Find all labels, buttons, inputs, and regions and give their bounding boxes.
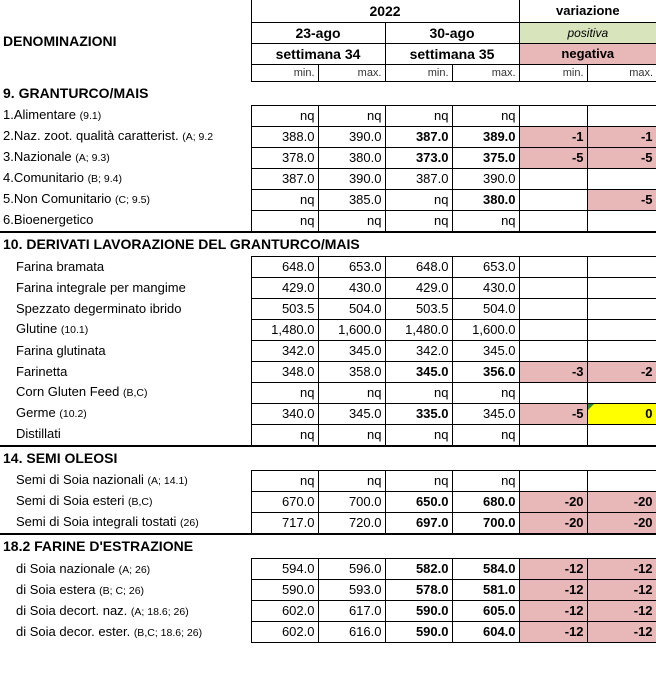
variation-cell bbox=[587, 424, 656, 446]
variation-cell: -12 bbox=[519, 580, 587, 601]
price-cell: 387.0 bbox=[251, 168, 318, 189]
variation-cell bbox=[519, 298, 587, 319]
price-cell: 697.0 bbox=[385, 512, 452, 534]
price-cell: nq bbox=[385, 424, 452, 446]
row-name: Spezzato degerminato ibrido bbox=[16, 300, 182, 316]
price-cell: 503.5 bbox=[251, 298, 318, 319]
variation-cell: -1 bbox=[519, 126, 587, 147]
date2-header: 30-ago bbox=[385, 22, 519, 43]
price-cell: 430.0 bbox=[318, 277, 385, 298]
price-cell: nq bbox=[385, 382, 452, 403]
price-cell: nq bbox=[251, 189, 318, 210]
variation-cell bbox=[519, 340, 587, 361]
variation-cell bbox=[519, 319, 587, 340]
price-cell: nq bbox=[318, 424, 385, 446]
variation-cell: -20 bbox=[519, 491, 587, 512]
price-cell: nq bbox=[385, 470, 452, 491]
row-name: 4.Comunitario bbox=[3, 170, 84, 185]
variation-cell bbox=[519, 210, 587, 232]
price-cell: 590.0 bbox=[251, 580, 318, 601]
price-cell: 602.0 bbox=[251, 622, 318, 643]
price-cell: 720.0 bbox=[318, 512, 385, 534]
row-label bbox=[0, 580, 251, 601]
price-cell: 345.0 bbox=[385, 361, 452, 382]
price-cell: 653.0 bbox=[318, 256, 385, 277]
price-cell: 345.0 bbox=[318, 340, 385, 361]
row-name: Farina integrale per mangime bbox=[16, 279, 186, 295]
price-cell: 373.0 bbox=[385, 147, 452, 168]
price-cell: nq bbox=[385, 105, 452, 126]
variation-cell: -12 bbox=[519, 622, 587, 643]
price-cell: 429.0 bbox=[251, 277, 318, 298]
row-label bbox=[0, 319, 251, 340]
price-cell: 504.0 bbox=[452, 298, 519, 319]
variation-cell bbox=[519, 470, 587, 491]
variation-cell: -2 bbox=[587, 361, 656, 382]
variation-cell: -12 bbox=[519, 559, 587, 580]
row-code: (C; 9.5) bbox=[115, 194, 151, 206]
year-header: 2022 bbox=[251, 0, 519, 22]
price-cell: 390.0 bbox=[452, 168, 519, 189]
variation-cell bbox=[587, 105, 656, 126]
price-cell: 1,600.0 bbox=[452, 319, 519, 340]
price-cell: 503.5 bbox=[385, 298, 452, 319]
row-label bbox=[0, 210, 251, 232]
section-header bbox=[0, 232, 656, 257]
price-cell: nq bbox=[251, 470, 318, 491]
price-cell: 653.0 bbox=[452, 256, 519, 277]
section-header bbox=[0, 534, 656, 559]
table-row bbox=[0, 512, 656, 534]
section-header bbox=[0, 81, 656, 105]
variation-cell: -5 bbox=[587, 189, 656, 210]
row-label bbox=[0, 298, 251, 319]
price-cell: nq bbox=[318, 210, 385, 232]
row-label bbox=[0, 491, 251, 512]
price-cell: 335.0 bbox=[385, 403, 452, 424]
price-cell: 700.0 bbox=[318, 491, 385, 512]
row-label bbox=[0, 559, 251, 580]
row-code: (B,C) bbox=[128, 496, 153, 508]
price-cell: 581.0 bbox=[452, 580, 519, 601]
date1-header: 23-ago bbox=[251, 22, 385, 43]
variation-cell bbox=[519, 424, 587, 446]
table-row bbox=[0, 105, 656, 126]
row-name: Distillati bbox=[16, 426, 61, 442]
table-row bbox=[0, 470, 656, 491]
price-cell: 390.0 bbox=[318, 168, 385, 189]
price-cell: nq bbox=[318, 470, 385, 491]
row-code: (B,C) bbox=[122, 387, 148, 399]
row-label bbox=[0, 256, 251, 277]
variation-cell bbox=[587, 340, 656, 361]
max-label: max. bbox=[318, 64, 385, 81]
row-name: di Soia decort. naz. bbox=[16, 602, 128, 618]
price-cell: nq bbox=[251, 424, 318, 446]
table-row bbox=[0, 424, 656, 446]
section-header bbox=[0, 446, 656, 471]
variation-cell bbox=[519, 256, 587, 277]
variation-cell: -20 bbox=[587, 491, 656, 512]
row-label bbox=[0, 126, 251, 147]
variation-cell bbox=[519, 168, 587, 189]
table-row bbox=[0, 340, 656, 361]
price-cell: nq bbox=[452, 470, 519, 491]
price-cell: 390.0 bbox=[318, 126, 385, 147]
table-row bbox=[0, 256, 656, 277]
price-cell: 380.0 bbox=[452, 189, 519, 210]
variation-cell: -12 bbox=[587, 580, 656, 601]
row-label bbox=[0, 382, 251, 403]
row-code: (10.2) bbox=[59, 408, 87, 420]
row-code: (A; 9.2 bbox=[182, 131, 214, 143]
row-label bbox=[0, 105, 251, 126]
table-row bbox=[0, 298, 656, 319]
price-cell: 429.0 bbox=[385, 277, 452, 298]
variation-cell bbox=[587, 470, 656, 491]
price-cell: 340.0 bbox=[251, 403, 318, 424]
min-label: min. bbox=[251, 64, 318, 81]
row-code: (B; 9.4) bbox=[87, 173, 122, 185]
price-cell: nq bbox=[385, 189, 452, 210]
price-cell: 385.0 bbox=[318, 189, 385, 210]
variation-cell bbox=[587, 298, 656, 319]
variation-cell bbox=[587, 319, 656, 340]
price-cell: 616.0 bbox=[318, 622, 385, 643]
row-code: (B; C; 26) bbox=[99, 584, 145, 597]
table-row bbox=[0, 319, 656, 340]
row-label bbox=[0, 403, 251, 424]
price-cell: 389.0 bbox=[452, 126, 519, 147]
variation-cell bbox=[587, 277, 656, 298]
row-name: 1.Alimentare bbox=[3, 107, 76, 122]
table-row bbox=[0, 559, 656, 580]
variation-cell bbox=[587, 382, 656, 403]
table-row bbox=[0, 382, 656, 403]
row-label bbox=[0, 622, 251, 643]
price-cell: nq bbox=[452, 210, 519, 232]
variation-cell: -20 bbox=[519, 512, 587, 534]
negativa-label: negativa bbox=[519, 43, 656, 64]
price-cell: 602.0 bbox=[251, 601, 318, 622]
variation-cell bbox=[587, 256, 656, 277]
price-cell: 593.0 bbox=[318, 580, 385, 601]
week1-header: settimana 34 bbox=[251, 43, 385, 64]
row-name: 3.Nazionale bbox=[3, 149, 72, 164]
price-cell: 342.0 bbox=[385, 340, 452, 361]
table-row bbox=[0, 210, 656, 232]
price-cell: 358.0 bbox=[318, 361, 385, 382]
row-name: Corn Gluten Feed bbox=[16, 384, 120, 399]
row-label bbox=[0, 147, 251, 168]
table-row bbox=[0, 622, 656, 643]
min-label: min. bbox=[519, 64, 587, 81]
max-label: max. bbox=[587, 64, 656, 81]
price-cell: 605.0 bbox=[452, 601, 519, 622]
price-cell: 504.0 bbox=[318, 298, 385, 319]
price-cell: nq bbox=[452, 382, 519, 403]
row-label bbox=[0, 601, 251, 622]
price-cell: 387.0 bbox=[385, 168, 452, 189]
row-label bbox=[0, 512, 251, 534]
price-cell: nq bbox=[318, 382, 385, 403]
price-cell: 348.0 bbox=[251, 361, 318, 382]
row-name: Glutine bbox=[16, 321, 58, 336]
price-cell: 380.0 bbox=[318, 147, 385, 168]
price-cell: 345.0 bbox=[318, 403, 385, 424]
price-cell: 617.0 bbox=[318, 601, 385, 622]
variation-cell: -12 bbox=[587, 601, 656, 622]
row-label bbox=[0, 189, 251, 210]
table-row bbox=[0, 147, 656, 168]
variation-cell bbox=[519, 105, 587, 126]
price-cell: 717.0 bbox=[251, 512, 318, 534]
variation-cell bbox=[519, 277, 587, 298]
price-cell: 1,600.0 bbox=[318, 319, 385, 340]
variation-cell: 0 bbox=[587, 403, 656, 424]
variation-cell: -20 bbox=[587, 512, 656, 534]
row-name: 5.Non Comunitario bbox=[3, 191, 112, 206]
row-code: (A; 9.3) bbox=[75, 152, 110, 164]
price-cell: 356.0 bbox=[452, 361, 519, 382]
table-row bbox=[0, 403, 656, 424]
section-title: 18.2 FARINE D'ESTRAZIONE bbox=[0, 534, 656, 559]
max-label: max. bbox=[452, 64, 519, 81]
price-cell: nq bbox=[452, 105, 519, 126]
price-cell: 342.0 bbox=[251, 340, 318, 361]
row-name: 6.Bioenergetico bbox=[3, 212, 94, 228]
row-code: (B,C; 18.6; 26) bbox=[133, 626, 203, 639]
variation-cell: -12 bbox=[587, 622, 656, 643]
row-code: (10.1) bbox=[60, 324, 89, 336]
min-label: min. bbox=[385, 64, 452, 81]
row-name: Semi di Soia integrali tostati bbox=[16, 514, 177, 529]
variation-cell: -12 bbox=[519, 601, 587, 622]
denominazioni-header: DENOMINAZIONI bbox=[3, 32, 117, 49]
price-cell: 590.0 bbox=[385, 601, 452, 622]
section-title: 10. DERIVATI LAVORAZIONE DEL GRANTURCO/MAIS bbox=[0, 232, 656, 257]
week2-header: settimana 35 bbox=[385, 43, 519, 64]
row-label bbox=[0, 340, 251, 361]
variation-cell: -3 bbox=[519, 361, 587, 382]
price-cell: 1,480.0 bbox=[385, 319, 452, 340]
variation-cell: -1 bbox=[587, 126, 656, 147]
variation-cell: -5 bbox=[519, 147, 587, 168]
row-name: Semi di Soia esteri bbox=[16, 493, 125, 508]
price-cell: 648.0 bbox=[251, 256, 318, 277]
row-label bbox=[0, 361, 251, 382]
row-name: Farina bramata bbox=[16, 258, 105, 274]
price-cell: 680.0 bbox=[452, 491, 519, 512]
price-cell: 387.0 bbox=[385, 126, 452, 147]
price-cell: nq bbox=[251, 105, 318, 126]
price-cell: 590.0 bbox=[385, 622, 452, 643]
price-cell: 388.0 bbox=[251, 126, 318, 147]
row-name: Germe bbox=[16, 405, 56, 420]
price-cell: 648.0 bbox=[385, 256, 452, 277]
price-cell: 604.0 bbox=[452, 622, 519, 643]
variation-cell bbox=[519, 189, 587, 210]
table-row bbox=[0, 601, 656, 622]
variation-cell bbox=[519, 382, 587, 403]
table-row bbox=[0, 168, 656, 189]
price-cell: 700.0 bbox=[452, 512, 519, 534]
row-label bbox=[0, 470, 251, 491]
section-title: 14. SEMI OLEOSI bbox=[0, 446, 656, 471]
row-name: di Soia decor. ester. bbox=[16, 623, 131, 639]
variation-cell bbox=[587, 210, 656, 232]
price-cell: 584.0 bbox=[452, 559, 519, 580]
row-label bbox=[0, 277, 251, 298]
price-cell: 345.0 bbox=[452, 403, 519, 424]
price-cell: nq bbox=[452, 424, 519, 446]
row-code: (A; 26) bbox=[118, 563, 151, 576]
table-row bbox=[0, 491, 656, 512]
variation-cell: -5 bbox=[587, 147, 656, 168]
row-code: (A; 14.1) bbox=[147, 475, 188, 487]
price-cell: nq bbox=[385, 210, 452, 232]
table-row bbox=[0, 126, 656, 147]
price-cell: nq bbox=[251, 210, 318, 232]
row-code: (9.1) bbox=[79, 110, 102, 122]
row-code: (26) bbox=[180, 517, 199, 529]
price-cell: 578.0 bbox=[385, 580, 452, 601]
row-name: di Soia estera bbox=[16, 581, 96, 597]
row-name: Semi di Soia nazionali bbox=[16, 472, 144, 487]
price-cell: 1,480.0 bbox=[251, 319, 318, 340]
variation-cell: -5 bbox=[519, 403, 587, 424]
price-cell: 670.0 bbox=[251, 491, 318, 512]
price-cell: 375.0 bbox=[452, 147, 519, 168]
row-name: Farinetta bbox=[16, 363, 68, 379]
price-cell: 650.0 bbox=[385, 491, 452, 512]
price-cell: 582.0 bbox=[385, 559, 452, 580]
section-title: 9. GRANTURCO/MAIS bbox=[3, 84, 149, 101]
row-name: di Soia nazionale bbox=[16, 560, 116, 576]
row-label bbox=[0, 168, 251, 189]
price-cell: 430.0 bbox=[452, 277, 519, 298]
price-cell: nq bbox=[318, 105, 385, 126]
price-cell: 378.0 bbox=[251, 147, 318, 168]
variation-cell bbox=[587, 168, 656, 189]
row-name: Farina glutinata bbox=[16, 342, 106, 358]
variazione-header: variazione bbox=[519, 0, 656, 22]
row-label bbox=[0, 424, 251, 446]
row-name: 2.Naz. zoot. qualità caratterist. bbox=[3, 128, 179, 143]
price-cell: 596.0 bbox=[318, 559, 385, 580]
price-cell: 594.0 bbox=[251, 559, 318, 580]
table-row bbox=[0, 277, 656, 298]
price-cell: 345.0 bbox=[452, 340, 519, 361]
table-row bbox=[0, 361, 656, 382]
table-row bbox=[0, 189, 656, 210]
table-row bbox=[0, 580, 656, 601]
variation-cell: -12 bbox=[587, 559, 656, 580]
row-code: (A; 18.6; 26) bbox=[130, 605, 189, 618]
positiva-label: positiva bbox=[519, 22, 656, 43]
price-cell: nq bbox=[251, 382, 318, 403]
